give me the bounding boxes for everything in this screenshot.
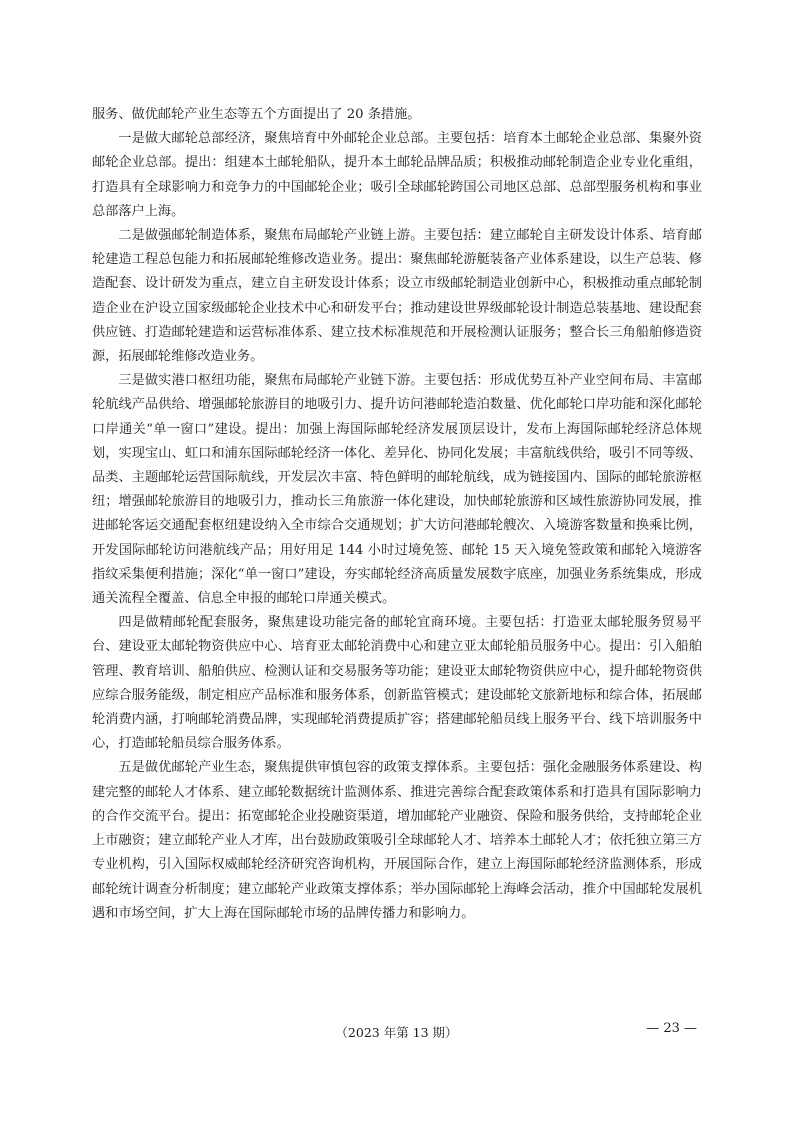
paragraph-headquarters: 一是做大邮轮总部经济，聚焦培育中外邮轮企业总部。主要包括：培育本土邮轮企业总部、集聚外资邮轮企业总部。提出：组建本土邮轮船队，提升本土邮轮品牌品质；积极推动邮轮制造企业专业化重组，打造具有全球影响力和竞争力的中国邮轮企业；吸引全球邮轮跨国公司地区总部、总部型服务机构和事业总部落户上海。 [92, 131, 702, 219]
paragraph-services: 四是做精邮轮配套服务，聚焦建设功能完备的邮轮宜商环境。主要包括：打造亚太邮轮服务贸易平台、建设亚太邮轮物资供应中心、培育亚太邮轮消费中心和建立亚太邮轮船员服务中心。提出：引入船舶管理、教育培训、船舶供应、检测认证和交易服务等功能；建设亚太邮轮物资供应中心，提升邮轮物资供应综合服务能级，制定相应产品标准和服务体系，创新监管模式；建设邮轮文旅新地标和综合体，拓展邮轮消费内涵，打响邮轮消费品牌，实现邮轮消费提质扩容；搭建邮轮船员线上服务平台、线下培训服务中心，打造邮轮船员综合服务体系。 [92, 615, 702, 752]
body-text [92, 103, 702, 926]
page-number: — 23 — [646, 1021, 697, 1036]
paragraph-manufacturing: 二是做强邮轮制造体系，聚焦布局邮轮产业链上游。主要包括：建立邮轮自主研发设计体系、培育邮轮建造工程总包能力和拓展邮轮维修改造业务。提出：聚焦邮轮游艇装备产业体系建设，以生产总装、修造配套、设计研发为重点，建立自主研发设计体系；设立市级邮轮制造业创新中心，积极推动重点邮轮制造企业在沪设立国家级邮轮企业技术中心和研发平台；推动建设世界级邮轮设计制造总装基地、建设配套供应链、打造邮轮建造和运营标准体系、建立技术标准规范和开展检测认证服务；整合长三角船舶修造资源，拓展邮轮维修改造业务。 [92, 228, 702, 365]
paragraph-intro: 服务、做优邮轮产业生态等五个方面提出了 20 条措施。 [92, 107, 421, 122]
paragraph-ecosystem: 五是做优邮轮产业生态，聚焦提供审慎包容的政策支撑体系。主要包括：强化金融服务体系建设、构建完整的邮轮人才体系、建立邮轮数据统计监测体系、推进完善综合配套政策体系和打造具有国际影响力的合作交流平台。提出：拓宽邮轮企业投融资渠道，增加邮轮产业融资、保险和服务供给，支持邮轮企业上市融资；建立邮轮产业人才库，出台鼓励政策吸引全球邮轮人才、培养本土邮轮人才；依托独立第三方专业机构，引入国际权威邮轮经济研究咨询机构，开展国际合作，建立上海国际邮轮经济监测体系，形成邮轮统计调查分析制度；建立邮轮产业政策支撑体系；举办国际邮轮上海峰会活动，推介中国邮轮发展机遇和市场空间，扩大上海在国际邮轮市场的品牌传播力和影响力。 [92, 760, 702, 921]
paragraph-port-hub: 三是做实港口枢纽功能，聚焦布局邮轮产业链下游。主要包括：形成优势互补产业空间布局、丰富邮轮航线产品供给、增强邮轮旅游目的地吸引力、提升访问港邮轮造泊数量、优化邮轮口岸功能和深化邮轮口岸通关“单一窗口”建设。提出：加强上海国际邮轮经济发展顶层设计，发布上海国际邮轮经济总体规划，实现宝山、虹口和浦东国际邮轮经济一体化、差异化、协同化发展；丰富航线供给，吸引不同等级、品类、主题邮轮运营国际航线，开发层次丰富、特色鲜明的邮轮航线，成为链接国内、国际的邮轮旅游枢纽；增强邮轮旅游目的地吸引力，推动长三角旅游一体化建设，加快邮轮旅游和区域性旅游协同发展，推进邮轮客运交通配套枢纽建设纳入全市综合交通规划；扩大访问港邮轮艘次、入境游客数量和换乘比例，开发国际邮轮访问港航线产品；用好用足 144 小时过境免签、邮轮 15 天入境免签政策和邮轮入境游客指纹采集便利措施；深化“单一窗口”建设，夯实邮轮经济高质量发展数字底座，加强业务系统集成，形成通关流程全覆盖、信息全申报的邮轮口岸通关模式。 [92, 373, 702, 607]
issue-label: （2023 年第 13 期） [335, 1025, 458, 1040]
